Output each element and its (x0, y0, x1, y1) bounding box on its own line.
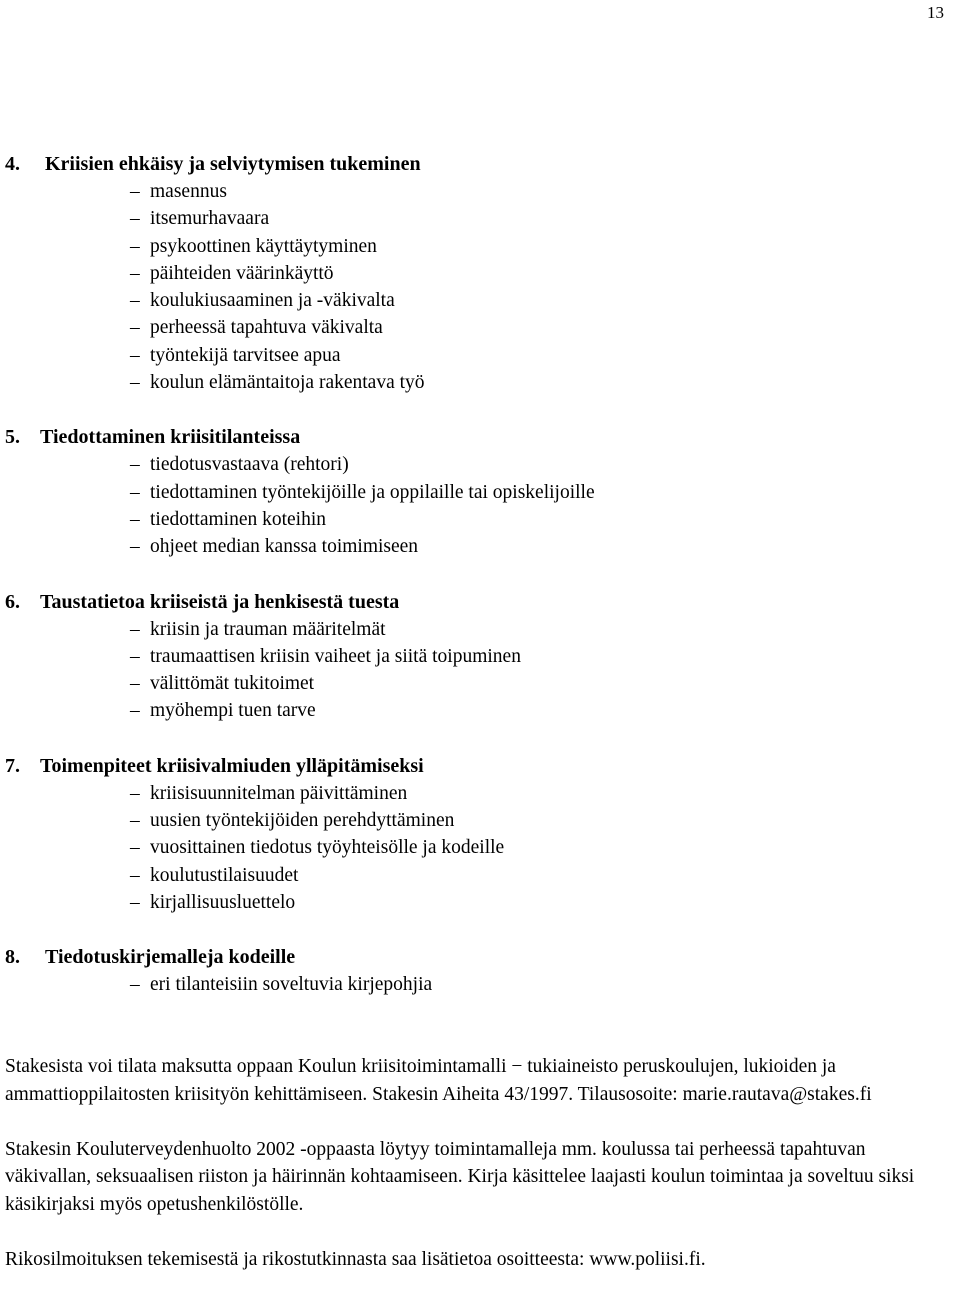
dash-bullet: – (130, 208, 140, 230)
dash-bullet: – (130, 673, 140, 695)
section-title: Taustatietoa kriiseistä ja henkisestä tuesta (40, 590, 400, 613)
list-item (0, 697, 960, 724)
list-item-label: koulutustilaisuudet (150, 864, 299, 886)
section-title: Tiedotuskirjemalleja kodeille (45, 946, 296, 969)
dash-bullet: – (130, 181, 140, 202)
dash-bullet: – (130, 536, 140, 558)
list-item (0, 780, 960, 807)
section-title: Kriisien ehkäisy ja selviytymisen tukeminen (45, 153, 421, 175)
section-heading (0, 752, 960, 780)
list-item-label: myöhempi tuen tarve (150, 700, 316, 722)
list-item (0, 287, 960, 314)
section-5 (0, 423, 960, 560)
dash-bullet: – (130, 810, 140, 832)
list-item-label: päihteiden väärinkäyttö (150, 262, 334, 284)
dash-bullet: – (130, 454, 140, 476)
section-items (0, 178, 960, 396)
section-items (0, 616, 960, 725)
section-6 (0, 588, 960, 725)
list-item (0, 178, 960, 205)
list-item-label: tiedottaminen koteihin (150, 508, 327, 530)
dash-bullet: – (130, 645, 140, 667)
paragraph-police-info: Rikosilmoituksen tekemisestä ja rikostutkinnasta saa lisätietoa osoitteesta: www.poliisi.fi. (5, 1248, 706, 1270)
list-item (0, 479, 960, 506)
section-number: 7. (5, 754, 20, 777)
paragraph-school-health-guide: Stakesin Kouluterveydenhuolto 2002 -oppaasta löytyy toimintamalleja mm. koulussa tai perheessä tapahtuvan väkivallan, seksuaalisen riiston ja häirinnän kohtaamiseen. Kirja käsittelee laajasti koulun toimintaa ja soveltuu siksi käsikirjaksi myös opetushenkilöstölle. (5, 1138, 915, 1215)
section-items (0, 451, 960, 560)
dash-bullet: – (130, 782, 140, 804)
list-item-label: uusien työntekijöiden perehdyttäminen (150, 810, 455, 832)
list-item-label: koulukiusaaminen ja -väkivalta (150, 290, 395, 312)
list-item (0, 971, 960, 998)
list-item-label: tiedottaminen työntekijöille ja oppilaille tai opiskelijoille (150, 481, 595, 503)
dash-bullet: – (130, 317, 140, 339)
dash-bullet: – (130, 974, 140, 996)
list-item (0, 342, 960, 369)
list-item-label: traumaattisen kriisin vaiheet ja siitä toipuminen (150, 645, 521, 667)
list-item-label: itsemurhavaara (150, 208, 270, 230)
section-4 (0, 150, 960, 396)
list-item (0, 506, 960, 533)
section-number: 6. (5, 590, 20, 613)
list-item (0, 889, 960, 916)
section-heading (0, 588, 960, 616)
dash-bullet: – (130, 262, 140, 284)
section-number: 5. (5, 426, 20, 449)
dash-bullet: – (130, 700, 140, 722)
list-item (0, 369, 960, 396)
list-item (0, 233, 960, 260)
dash-bullet: – (130, 891, 140, 913)
list-item-label: välittömät tukitoimet (150, 673, 315, 695)
section-items (0, 971, 960, 998)
section-items (0, 780, 960, 916)
paragraph-stakes-order: Stakesista voi tilata maksutta oppaan Koulun kriisitoimintamalli − tukiaineisto peruskoulujen, lukioiden ja ammattioppilaitosten kriisityön kehittämiseen. Stakesin Aiheita 43/1997. Tilausosoite: marie.rautava@stakes.fi (5, 1056, 872, 1105)
list-item (0, 260, 960, 287)
section-7 (0, 752, 960, 916)
list-item (0, 834, 960, 861)
section-number: 8. (5, 946, 20, 969)
list-item (0, 670, 960, 697)
list-item-label: tiedotusvastaava (rehtori) (150, 454, 349, 476)
section-heading (0, 150, 960, 178)
list-item (0, 643, 960, 670)
list-item-label: työntekijä tarvitsee apua (150, 344, 341, 366)
page-number: 13 (927, 3, 944, 22)
section-8 (0, 943, 960, 998)
list-item-label: perheessä tapahtuva väkivalta (150, 317, 383, 339)
dash-bullet: – (130, 864, 140, 886)
list-item-label: ohjeet median kanssa toimimiseen (150, 536, 419, 558)
list-item-label: koulun elämäntaitoja rakentava työ (150, 372, 425, 394)
list-item (0, 205, 960, 232)
section-number: 4. (5, 153, 20, 175)
dash-bullet: – (130, 290, 140, 312)
dash-bullet: – (130, 618, 140, 640)
section-title: Toimenpiteet kriisivalmiuden ylläpitämiseksi (40, 754, 424, 777)
list-item-label: kriisisuunnitelman päivittäminen (150, 782, 408, 804)
list-item-label: vuosittainen tiedotus työyhteisölle ja kodeille (150, 837, 505, 859)
section-heading (0, 943, 960, 971)
list-item-label: kirjallisuusluettelo (150, 891, 296, 913)
dash-bullet: – (130, 837, 140, 859)
list-item (0, 314, 960, 341)
dash-bullet: – (130, 372, 140, 394)
dash-bullet: – (130, 235, 140, 257)
list-item (0, 533, 960, 560)
dash-bullet: – (130, 481, 140, 503)
list-item-label: psykoottinen käyttäytyminen (150, 235, 377, 257)
dash-bullet: – (130, 508, 140, 530)
section-list (0, 150, 960, 999)
list-item-label: kriisin ja trauman määritelmät (150, 618, 386, 640)
list-item (0, 862, 960, 889)
section-heading (0, 423, 960, 451)
dash-bullet: – (130, 344, 140, 366)
list-item (0, 807, 960, 834)
list-item (0, 451, 960, 478)
section-title: Tiedottaminen kriisitilanteissa (40, 426, 301, 449)
body-text (5, 1053, 950, 1273)
list-item-label: masennus (150, 181, 227, 202)
list-item (0, 616, 960, 643)
list-item-label: eri tilanteisiin soveltuvia kirjepohjia (150, 974, 433, 996)
